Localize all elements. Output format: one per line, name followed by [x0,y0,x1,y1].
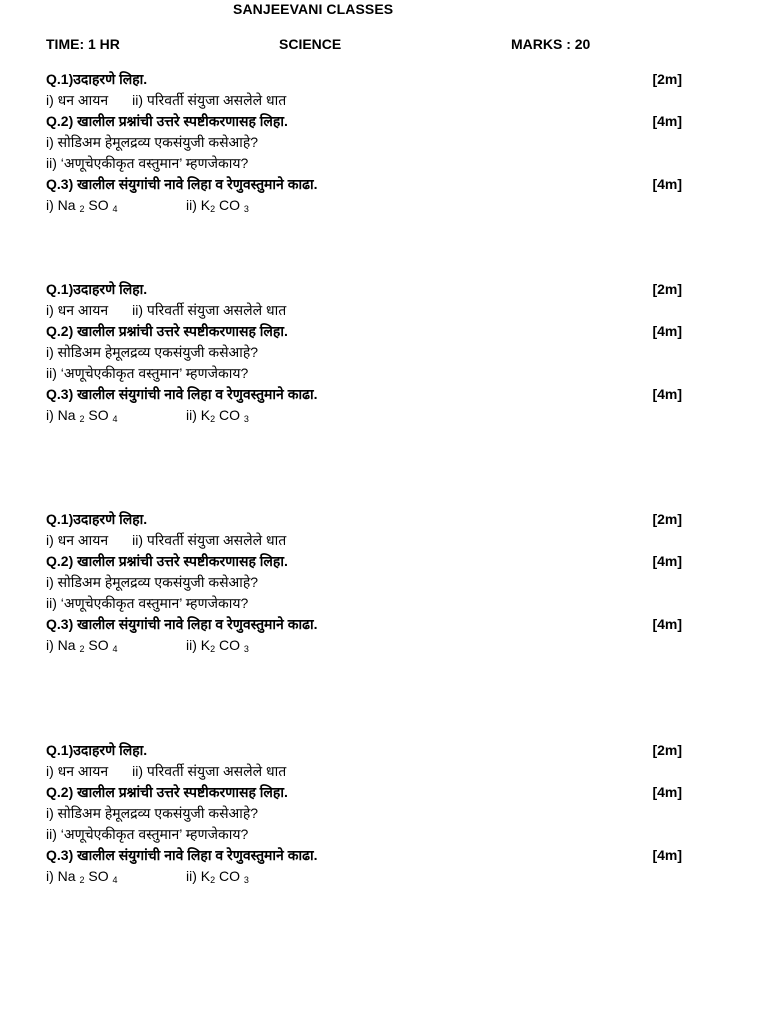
question-set-2 [46,279,686,426]
question-2-part-ii: ii) ‘अणूचेएकीकृत वस्तुमान’ म्हणजेकाय? [46,595,249,611]
question-1-text: Q.1)उदाहरणे लिहा. [46,71,148,87]
question-2-part-i: i) सोडिअम हेमूलद्रव्य एकसंयुजी कसेआहे? [46,574,259,590]
question-2 [46,321,686,342]
formula-potassium-carbonate: ii) $K_2$ CO $_3$ [186,637,249,654]
question-2-part-ii: ii) ‘अणूचेएकीकृत वस्तुमान’ म्हणजेकाय? [46,155,249,171]
question-1 [46,509,686,530]
question-2-text: Q.2) खालील प्रश्नांची उत्तरे स्पष्टीकरणासह लिहा. [46,553,288,569]
question-3 [46,845,686,866]
question-1-marks: [2m] [652,71,682,87]
question-2 [46,551,686,572]
question-1-marks: [2m] [652,511,682,527]
question-3-marks: [4m] [652,176,682,192]
question-1 [46,69,686,90]
formula-sodium-sulfate: i) Na $_2$ SO $_4$ [46,197,118,214]
formula-potassium-carbonate: ii) $K_2$ CO $_3$ [186,407,249,424]
question-3 [46,614,686,635]
question-3-marks: [4m] [652,386,682,402]
question-3-marks: [4m] [652,616,682,632]
question-1-option-2: ii) परिवर्ती संयुजा असलेले धात [132,302,287,318]
question-2-part-ii: ii) ‘अणूचेएकीकृत वस्तुमान’ म्हणजेकाय? [46,365,249,381]
question-set-3 [46,509,686,656]
question-3-formulas [46,866,686,887]
question-1-marks: [2m] [652,742,682,758]
question-2-text: Q.2) खालील प्रश्नांची उत्तरे स्पष्टीकरणासह लिहा. [46,113,288,129]
question-2-part-ii: ii) ‘अणूचेएकीकृत वस्तुमान’ म्हणजेकाय? [46,826,249,842]
question-1-options [46,761,686,782]
question-1-options [46,90,686,111]
question-3 [46,384,686,405]
exam-time: TIME: 1 HR [46,36,120,52]
question-1-option-2: ii) परिवर्ती संयुजा असलेले धात [132,763,287,779]
formula-sodium-sulfate: i) Na $_2$ SO $_4$ [46,868,118,885]
question-3-text: Q.3) खालील संयुगांची नावे लिहा व रेणुवस्तुमाने काढा. [46,176,318,192]
exam-meta-row [46,36,606,54]
question-2-marks: [4m] [652,784,682,800]
question-set-4 [46,740,686,887]
formula-sodium-sulfate: i) Na $_2$ SO $_4$ [46,637,118,654]
question-1-option-2: ii) परिवर्ती संयुजा असलेले धात [132,532,287,548]
question-3-text: Q.3) खालील संयुगांची नावे लिहा व रेणुवस्तुमाने काढा. [46,847,318,863]
question-set-1 [46,69,686,216]
question-2-marks: [4m] [652,323,682,339]
question-2-part-i: i) सोडिअम हेमूलद्रव्य एकसंयुजी कसेआहे? [46,805,259,821]
question-1-options [46,530,686,551]
question-1-option-1: i) धन आयन [46,763,109,779]
question-1-option-1: i) धन आयन [46,302,109,318]
formula-potassium-carbonate: ii) $K_2$ CO $_3$ [186,197,249,214]
question-3-formulas [46,405,686,426]
question-1-marks: [2m] [652,281,682,297]
formula-potassium-carbonate: ii) $K_2$ CO $_3$ [186,868,249,885]
question-3-formulas [46,195,686,216]
question-1-option-2: ii) परिवर्ती संयुजा असलेले धात [132,92,287,108]
exam-subject: SCIENCE [279,36,342,52]
question-1-option-1: i) धन आयन [46,92,109,108]
formula-sodium-sulfate: i) Na $_2$ SO $_4$ [46,407,118,424]
question-1-text: Q.1)उदाहरणे लिहा. [46,511,148,527]
question-2-part-i: i) सोडिअम हेमूलद्रव्य एकसंयुजी कसेआहे? [46,344,259,360]
question-3-text: Q.3) खालील संयुगांची नावे लिहा व रेणुवस्तुमाने काढा. [46,386,318,402]
exam-total-marks: MARKS : 20 [511,36,591,52]
question-3-text: Q.3) खालील संयुगांची नावे लिहा व रेणुवस्तुमाने काढा. [46,616,318,632]
question-1-text: Q.1)उदाहरणे लिहा. [46,742,148,758]
question-2-text: Q.2) खालील प्रश्नांची उत्तरे स्पष्टीकरणासह लिहा. [46,784,288,800]
question-2-part-i: i) सोडिअम हेमूलद्रव्य एकसंयुजी कसेआहे? [46,134,259,150]
question-2 [46,782,686,803]
question-3-formulas [46,635,686,656]
question-1-option-1: i) धन आयन [46,532,109,548]
question-2-text: Q.2) खालील प्रश्नांची उत्तरे स्पष्टीकरणासह लिहा. [46,323,288,339]
question-2 [46,111,686,132]
question-1 [46,740,686,761]
question-1-options [46,300,686,321]
question-2-marks: [4m] [652,113,682,129]
question-2-marks: [4m] [652,553,682,569]
question-1 [46,279,686,300]
page-title: SANJEEVANI CLASSES [233,1,394,17]
question-3-marks: [4m] [652,847,682,863]
question-3 [46,174,686,195]
question-1-text: Q.1)उदाहरणे लिहा. [46,281,148,297]
